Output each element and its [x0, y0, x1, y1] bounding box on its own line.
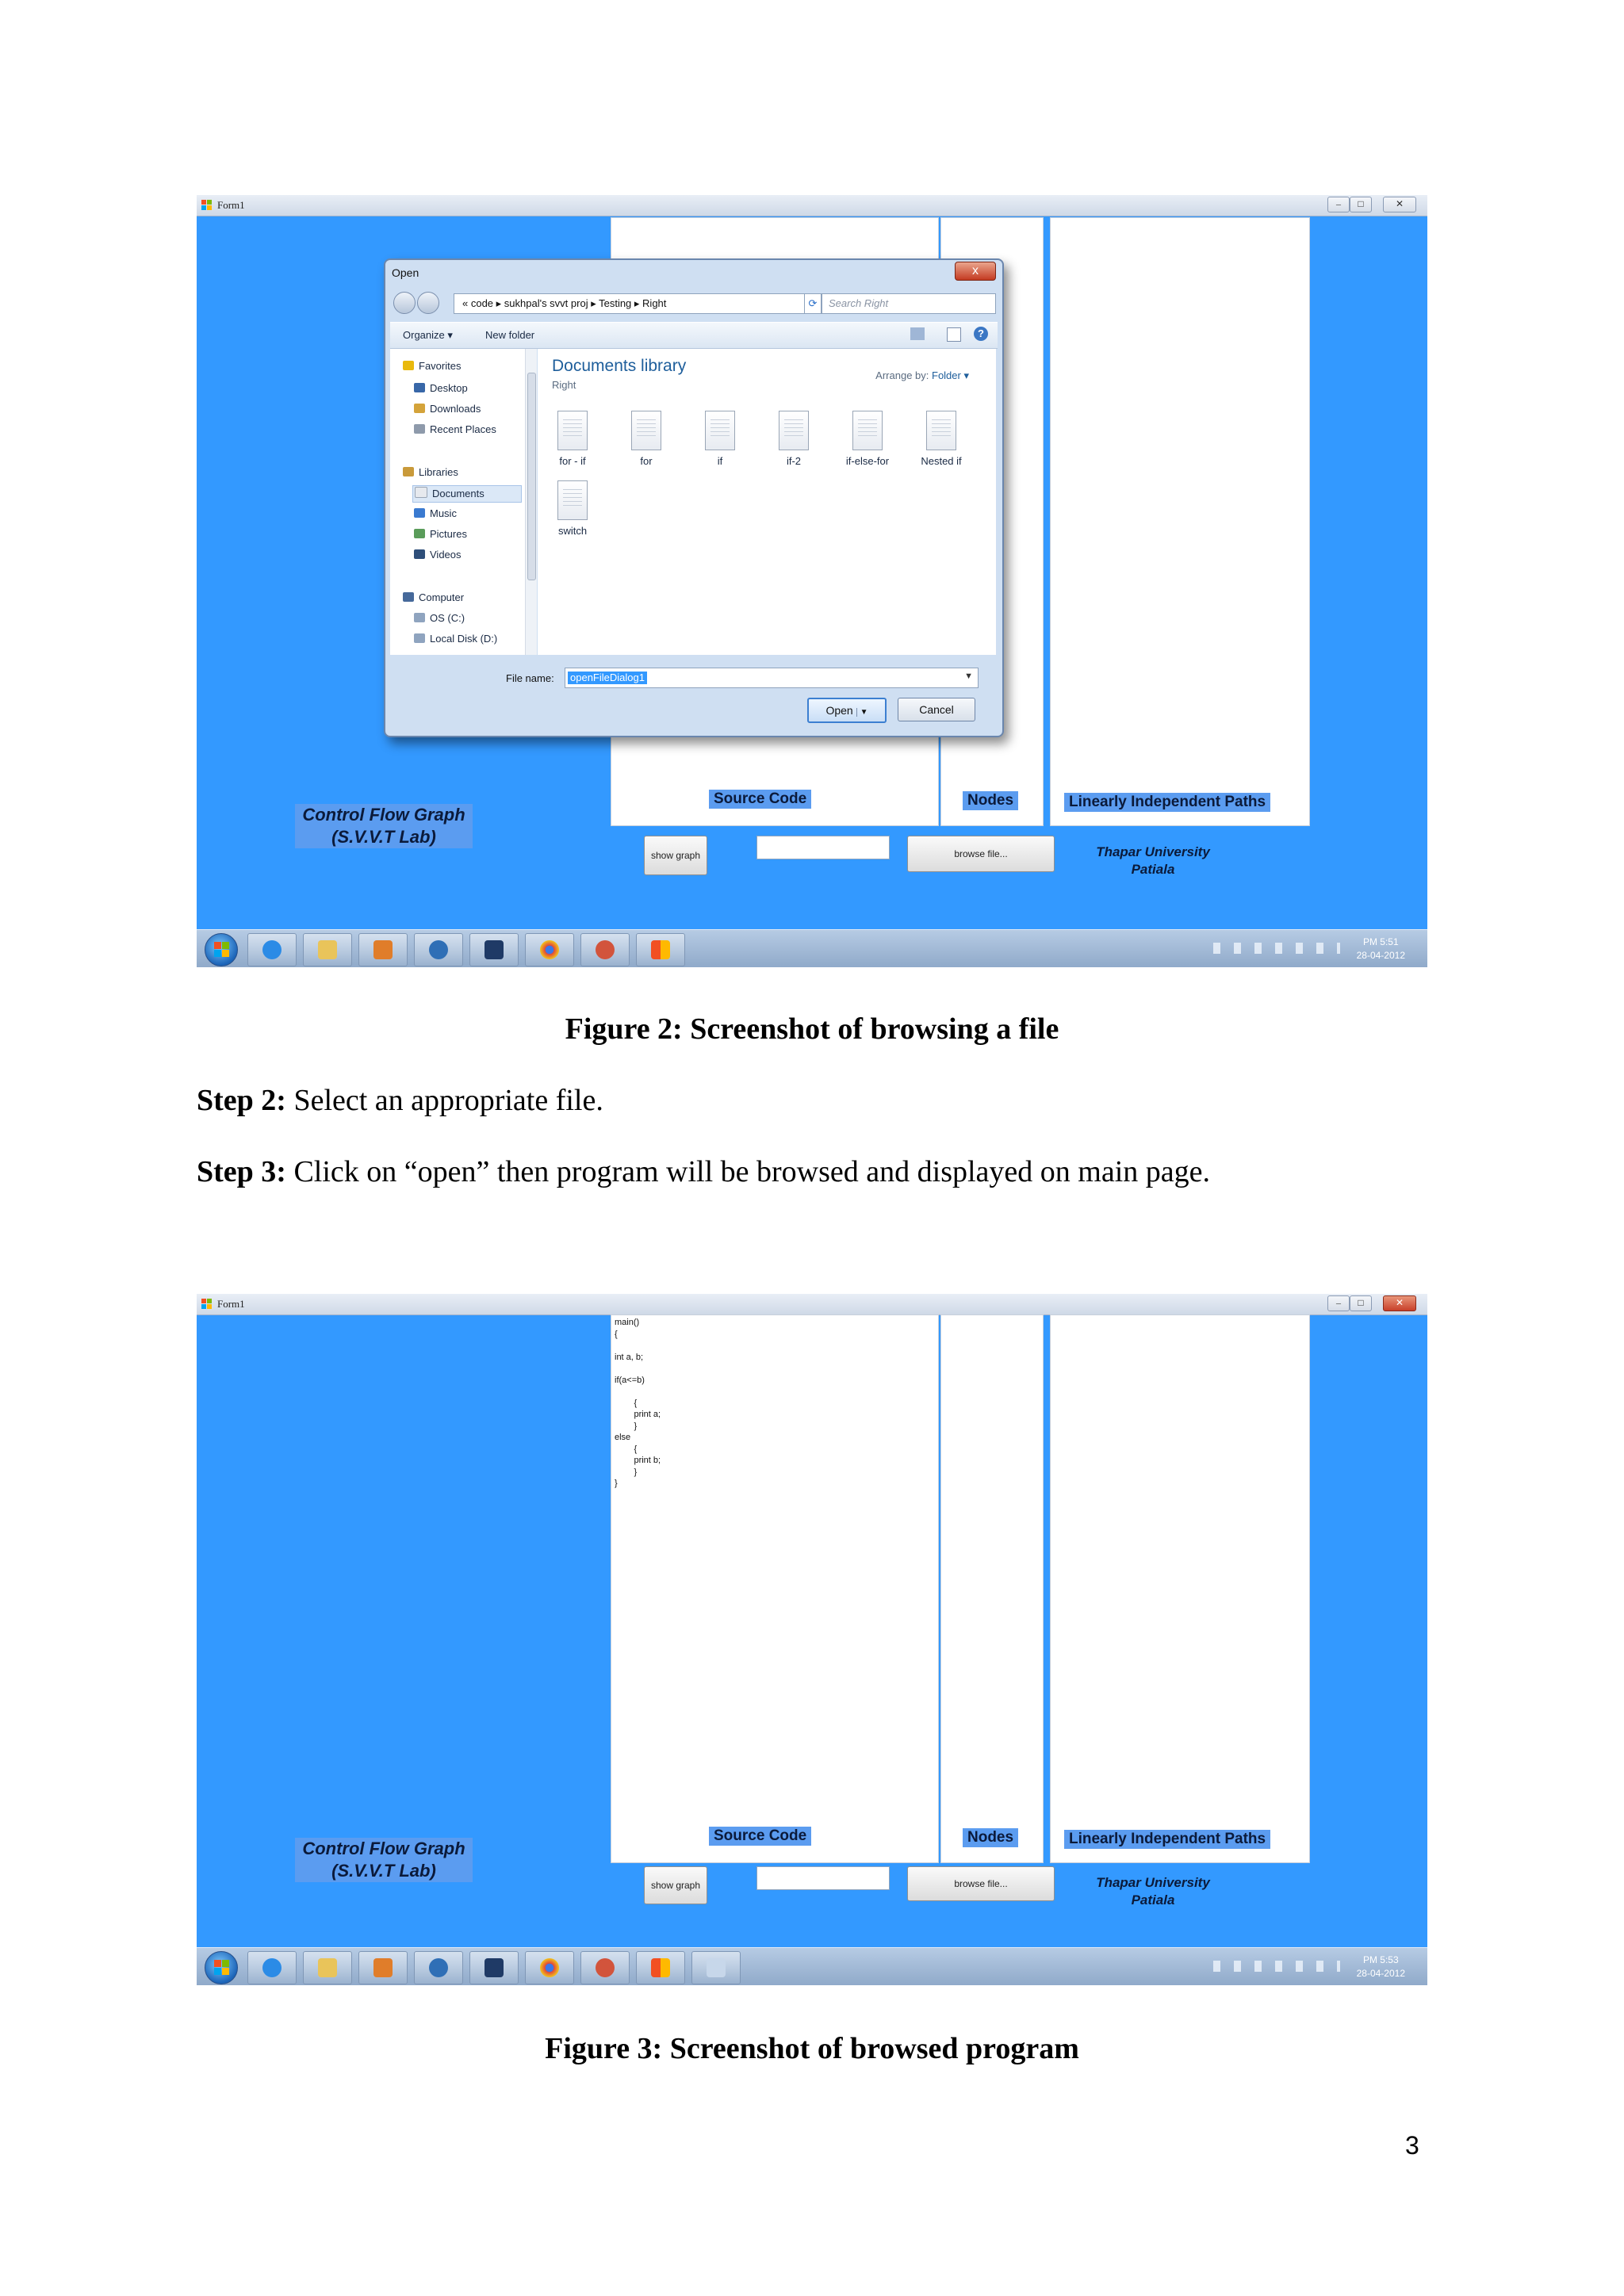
downloads-icon	[414, 404, 425, 413]
paths-panel[interactable]	[1050, 1314, 1310, 1863]
forward-arrow-icon[interactable]	[417, 292, 439, 314]
star-icon	[403, 361, 414, 370]
cfg-title-line1: Control Flow Graph	[302, 805, 465, 825]
open-dropdown-icon[interactable]: ▼	[856, 708, 868, 717]
minimize-button[interactable]: –	[1327, 1295, 1350, 1311]
file-item[interactable]: Nested if	[910, 411, 973, 467]
arrange-by-label: Arrange by:	[875, 369, 929, 381]
nav-local-disk[interactable]: Local Disk (D:)	[414, 633, 497, 645]
file-item[interactable]: switch	[541, 480, 604, 537]
chevron-down-icon[interactable]: ▼	[964, 672, 973, 681]
clock[interactable]	[1357, 1954, 1405, 1980]
pictures-icon	[414, 529, 425, 538]
show-graph-button[interactable]: show graph	[644, 1866, 707, 1904]
start-button-icon[interactable]	[205, 933, 238, 966]
form-title: Form1	[217, 1298, 245, 1310]
tray-icons[interactable]	[1213, 943, 1340, 954]
open-button-label: Open	[825, 704, 853, 717]
file-icon	[557, 411, 588, 450]
nav-desktop[interactable]: Desktop	[414, 382, 468, 394]
recent-places-icon	[414, 424, 425, 434]
file-name-input[interactable]	[565, 668, 979, 688]
brush-app-icon[interactable]	[691, 1951, 741, 1984]
nodes-panel[interactable]	[940, 1314, 1044, 1863]
nodes-label: Nodes	[963, 1828, 1018, 1847]
nav-downloads[interactable]: Downloads	[414, 403, 481, 415]
file-explorer-icon[interactable]	[303, 933, 352, 966]
show-graph-button[interactable]: show graph	[644, 836, 707, 875]
refresh-icon[interactable]: ⟳	[804, 293, 822, 314]
view-options-icon[interactable]	[910, 327, 925, 340]
back-arrow-icon[interactable]	[393, 292, 416, 314]
nav-libraries[interactable]: Libraries	[403, 466, 458, 478]
media-player-icon[interactable]	[358, 1951, 408, 1984]
cancel-button[interactable]: Cancel	[898, 698, 975, 721]
form-app-icon	[201, 1299, 213, 1309]
step2-body: Select an appropriate file.	[285, 1084, 603, 1117]
drive-icon	[414, 633, 425, 643]
cfg-title	[295, 1838, 473, 1882]
chrome-icon[interactable]	[525, 933, 574, 966]
drive-icon	[414, 613, 425, 622]
step2-text	[197, 1083, 603, 1118]
step3-label: Step 3:	[197, 1155, 286, 1188]
nav-favorites[interactable]: Favorites	[403, 360, 461, 372]
nav-documents[interactable]: Documents	[412, 485, 522, 503]
file-item[interactable]: if-2	[762, 411, 825, 467]
clock-date: 28-04-2012	[1356, 1968, 1405, 1979]
computer-icon	[403, 592, 414, 602]
dell-icon[interactable]	[414, 1951, 463, 1984]
clock-date: 28-04-2012	[1356, 950, 1405, 961]
paint-app-icon[interactable]	[580, 933, 630, 966]
internet-explorer-icon[interactable]	[247, 1951, 297, 1984]
figure2-caption: Figure 2: Screenshot of browsing a file	[565, 1012, 1059, 1046]
university-line1: Thapar University	[1096, 844, 1210, 859]
nav-scrollbar[interactable]	[525, 349, 537, 655]
command-bar	[390, 322, 998, 349]
videos-icon	[414, 549, 425, 559]
file-item[interactable]: if	[688, 411, 752, 467]
paths-panel[interactable]	[1050, 217, 1310, 826]
minimize-button[interactable]: –	[1327, 197, 1350, 212]
file-icon	[779, 411, 809, 450]
dialog-title: Open	[392, 266, 419, 279]
file-icon	[852, 411, 883, 450]
nodes-label: Nodes	[963, 791, 1018, 810]
close-button[interactable]: ✕	[1383, 197, 1416, 212]
file-name-label: File name:	[506, 672, 554, 684]
new-folder-button[interactable]: New folder	[485, 329, 535, 341]
organize-menu[interactable]: Organize ▾	[403, 329, 453, 341]
search-input[interactable]: Search Right	[822, 293, 996, 314]
nav-music[interactable]: Music	[414, 507, 457, 519]
source-code-label: Source Code	[709, 1827, 811, 1846]
step3-text	[197, 1154, 1210, 1189]
file-icon	[631, 411, 661, 450]
step2-label: Step 2:	[197, 1084, 286, 1117]
graph-text-input[interactable]	[756, 836, 890, 859]
form-app-icon	[201, 200, 213, 210]
help-icon[interactable]: ?	[974, 327, 988, 341]
page-number: 3	[1405, 2131, 1419, 2160]
close-button[interactable]: ✕	[1383, 1295, 1416, 1311]
step3-body: Click on “open” then program will be browsed and displayed on main page.	[285, 1155, 1210, 1188]
music-icon	[414, 508, 425, 518]
desktop-icon	[414, 383, 425, 392]
file-item[interactable]: if-else-for	[836, 411, 899, 467]
monitor-icon[interactable]	[469, 933, 519, 966]
cfg-title-line2: (S.V.V.T Lab)	[331, 1861, 436, 1881]
source-code-text: main() { int a, b; if(a<=b) { print a; } else { print b; } }	[615, 1318, 661, 1488]
scrollbar-thumb[interactable]	[527, 373, 536, 580]
start-button-icon[interactable]	[205, 1951, 238, 1984]
form-titlebar	[197, 1294, 1427, 1315]
library-title: Documents library	[552, 357, 687, 375]
arrange-by[interactable]	[875, 369, 969, 382]
university-label	[1074, 1874, 1232, 1909]
chrome-icon[interactable]	[525, 1951, 574, 1984]
libraries-icon	[403, 467, 414, 476]
system-tray	[1205, 930, 1427, 967]
address-bar[interactable]: « code ▸ sukhpal's svvt proj ▸ Testing ▸ Right	[454, 293, 812, 314]
nav-recent-places[interactable]: Recent Places	[414, 423, 496, 435]
taskbar	[197, 1947, 1427, 1985]
file-explorer-icon[interactable]	[303, 1951, 352, 1984]
clock[interactable]	[1357, 936, 1405, 962]
paths-label: Linearly Independent Paths	[1064, 1830, 1270, 1849]
dialog-close-button[interactable]: x	[955, 262, 996, 281]
taskbar	[197, 929, 1427, 967]
paths-label: Linearly Independent Paths	[1064, 793, 1270, 812]
documents-icon	[415, 487, 427, 498]
internet-explorer-icon[interactable]	[247, 933, 297, 966]
browse-file-button[interactable]: browse file...	[907, 836, 1055, 872]
monitor-icon[interactable]	[469, 1951, 519, 1984]
arrange-by-value[interactable]: Folder ▾	[932, 369, 969, 381]
figure3-caption: Figure 3: Screenshot of browsed program	[545, 2032, 1079, 2065]
media-player-icon[interactable]	[358, 933, 408, 966]
figure2-screenshot	[197, 195, 1427, 967]
university-line2: Patiala	[1131, 862, 1175, 877]
maximize-button[interactable]: □	[1350, 1295, 1372, 1311]
open-file-dialog	[384, 258, 1004, 737]
cfg-title	[295, 804, 473, 848]
form-app-taskbar-icon[interactable]	[636, 933, 685, 966]
browse-file-button[interactable]: browse file...	[907, 1866, 1055, 1901]
library-subtitle: Right	[552, 379, 576, 391]
file-item[interactable]: for - if	[541, 411, 604, 467]
cfg-title-line2: (S.V.V.T Lab)	[331, 827, 436, 847]
source-code-panel[interactable]	[611, 1314, 939, 1863]
dell-icon[interactable]	[414, 933, 463, 966]
navigation-pane	[390, 349, 525, 655]
maximize-button[interactable]: □	[1350, 197, 1372, 212]
file-list-area	[538, 349, 996, 655]
graph-text-input[interactable]	[756, 1866, 890, 1890]
file-icon	[557, 480, 588, 520]
form-app-taskbar-icon[interactable]	[636, 1951, 685, 1984]
file-item[interactable]: for	[615, 411, 678, 467]
clock-time: PM 5:51	[1362, 936, 1399, 947]
open-button[interactable]	[807, 698, 887, 723]
paint-app-icon[interactable]	[580, 1951, 630, 1984]
tray-icons[interactable]	[1213, 1961, 1340, 1972]
file-icon	[926, 411, 956, 450]
nav-os-drive[interactable]: OS (C:)	[414, 612, 465, 624]
form-title: Form1	[217, 199, 245, 211]
form-titlebar	[197, 195, 1427, 216]
preview-pane-icon[interactable]	[947, 327, 961, 342]
clock-time: PM 5:53	[1362, 1954, 1399, 1965]
nav-pictures[interactable]: Pictures	[414, 528, 467, 540]
university-line2: Patiala	[1131, 1892, 1175, 1908]
system-tray	[1205, 1948, 1427, 1985]
university-label	[1074, 844, 1232, 878]
file-name-value: openFileDialog1	[568, 672, 647, 684]
source-code-label: Source Code	[709, 790, 811, 809]
cfg-title-line1: Control Flow Graph	[302, 1839, 465, 1858]
university-line1: Thapar University	[1096, 1875, 1210, 1890]
nav-computer[interactable]: Computer	[403, 591, 464, 603]
file-icon	[705, 411, 735, 450]
nav-videos[interactable]: Videos	[414, 549, 462, 561]
figure3-screenshot	[197, 1294, 1427, 1985]
